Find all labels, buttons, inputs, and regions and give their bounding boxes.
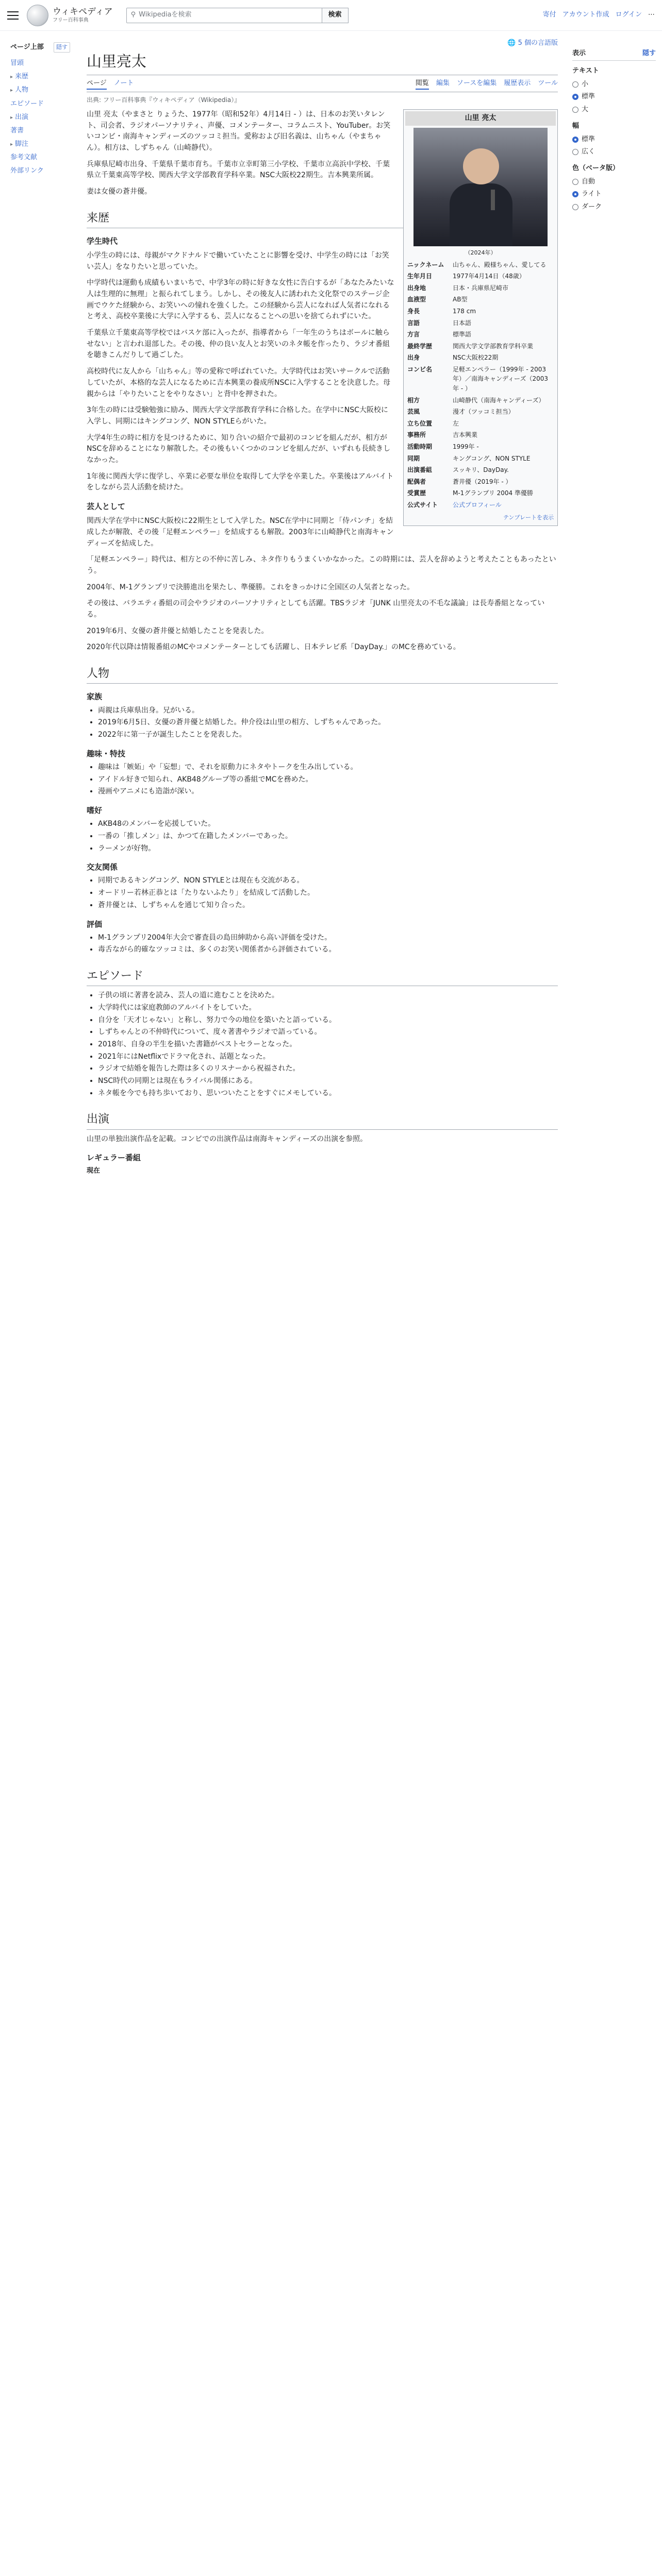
- infobox-row: [405, 453, 556, 465]
- toc-item[interactable]: 外部リンク: [10, 167, 44, 175]
- list-item: • 自分を「天才じゃない」と称し、努力で今の地位を築いたと語っている。: [98, 1015, 558, 1026]
- radio-label: 標準: [582, 135, 595, 143]
- page-title: 山里亮太: [87, 50, 558, 75]
- appearance-panel: [567, 31, 662, 1177]
- list-item: • 2022年に第一子が誕生したことを発表した。: [98, 730, 558, 741]
- list-item: • 同期であるキングコング、NON STYLEとは現在も交流がある。: [98, 875, 558, 887]
- toc-item[interactable]: ▸ 来歴: [10, 73, 29, 81]
- infobox-key: 最終学歴: [407, 342, 433, 350]
- radio-button[interactable]: [572, 137, 578, 143]
- tab-talk[interactable]: ノート: [113, 79, 134, 88]
- radio-button[interactable]: [572, 94, 578, 100]
- user-links: [543, 10, 655, 20]
- search-input[interactable]: ⚲ Wikipediaを検索: [126, 8, 322, 23]
- list-item: • ラーメンが好物。: [98, 843, 558, 855]
- toc-item[interactable]: 参考文献: [10, 154, 38, 162]
- section-heading: 来歴: [87, 209, 558, 228]
- logo-subtitle: フリー百科事典: [53, 17, 89, 23]
- infobox-row: [405, 294, 556, 306]
- infobox-value: キングコング、NON STYLE: [453, 454, 531, 462]
- list-item: • 2019年6月5日、女優の蒼井優と結婚した。仲介役は山里の相方、しずちゃんであった。: [98, 717, 558, 728]
- infobox-row: [405, 364, 556, 395]
- list-item: • M-1グランプリ2004年大会で審査員の島田紳助から高い評価を受けた。: [98, 933, 558, 944]
- body-paragraph: 大学4年生の時に相方を見つけるために、知り合いの紹介で最初のコンビを組んだが、相方がNSCを辞めることになり解散した。その後もいくつかのコンビを組んだが、いずれも長続きしなかった。: [87, 433, 391, 464]
- portrait-image[interactable]: [413, 128, 548, 246]
- infobox-key: 事務所: [407, 431, 426, 439]
- image-caption: （2024年）: [465, 249, 496, 256]
- subsection-heading: 評価: [87, 919, 103, 929]
- subsection-heading: 嗜好: [87, 805, 103, 815]
- list-item: • 趣味は「嫉妬」や「妄想」で、それを原動力にネタやトークを生み出している。: [98, 762, 558, 773]
- toc-hide-button[interactable]: 隠す: [54, 42, 70, 53]
- infobox-row: [405, 341, 556, 352]
- body-paragraph: 高校時代に友人から「山ちゃん」等の愛称で呼ばれていた。大学時代はお笑いサークルで活動していたが、本格的な芸人になるために吉本興業の養成所NSCに入学することを決意した。母親からは「やりたいことをやりなさい」と背中を押された。: [87, 367, 391, 398]
- infobox-row: [405, 259, 556, 271]
- main-menu-icon[interactable]: [7, 11, 19, 20]
- logo-title: ウィキペディア: [53, 6, 113, 17]
- radio-button[interactable]: [572, 107, 578, 113]
- list-item: • 2021年にはNetflixでドラマ化され、話題となった。: [98, 1052, 558, 1063]
- radio-option[interactable]: [572, 78, 656, 91]
- body-paragraph: その後は、バラエティ番組の司会やラジオのパーソナリティとしても活躍。TBSラジオ「JUNK 山里亮太の不毛な議論」は長寿番組となっている。: [87, 599, 545, 619]
- infobox-key: コンビ名: [407, 365, 433, 373]
- infobox-row: [405, 329, 556, 341]
- infobox-value: 左: [453, 419, 459, 427]
- chevron-right-icon[interactable]: ▸: [10, 74, 13, 80]
- radio-button[interactable]: [572, 179, 578, 185]
- list-item: • AKB48のメンバーを応援していた。: [98, 819, 558, 830]
- infobox-value: 吉本興業: [453, 431, 478, 439]
- toc-item[interactable]: 冒頭: [10, 59, 24, 67]
- radio-button[interactable]: [572, 204, 578, 210]
- radio-button[interactable]: [572, 81, 578, 88]
- radio-button[interactable]: [572, 149, 578, 155]
- tab-tools[interactable]: ツール: [538, 79, 558, 88]
- toc-item[interactable]: ▸ 人物: [10, 86, 29, 94]
- radio-option[interactable]: [572, 176, 656, 188]
- infobox-row: [405, 487, 556, 499]
- radio-button[interactable]: [572, 191, 578, 197]
- infobox-key: 出身: [407, 354, 420, 362]
- infobox-row: [405, 395, 556, 406]
- table-of-contents: [0, 31, 77, 1177]
- body-paragraph: 2004年、M-1グランプリで決勝進出を果たし、準優勝。これをきっかけに全国区の人気者となった。: [87, 583, 415, 591]
- option-group-title: テキスト: [572, 67, 599, 75]
- infobox: [403, 109, 558, 526]
- chevron-right-icon[interactable]: ▸: [10, 88, 13, 94]
- infobox-key: 血液型: [407, 296, 426, 303]
- infobox-value: 山崎静代（南海キャンディーズ）: [453, 396, 545, 404]
- body-paragraph: 関西大学在学中にNSC大阪校に22期生として入学した。NSC在学中に同期と「侍パンチ」を結成したが解散、その後「足軽エンペラー」を結成するも解散。2003年に山崎静代と南海キャンディーズを結成した。: [87, 517, 394, 548]
- search-button[interactable]: 検索: [322, 8, 349, 23]
- list-item: • 毒舌ながら的確なツッコミは、多くのお笑い関係者から評価されている。: [98, 944, 558, 956]
- infobox-value: 178 cm: [453, 307, 476, 315]
- appearance-hide-button[interactable]: 隠す: [642, 49, 656, 57]
- radio-option[interactable]: [572, 133, 656, 146]
- list-item: • ネタ帳を今でも持ち歩いており、思いついたことをすぐにメモしている。: [98, 1088, 558, 1099]
- body-paragraph: 1年後に関西大学に復学し、卒業に必要な単位を取得して大学を卒業した。卒業後はアルバイトをしながら芸人活動を続けた。: [87, 472, 394, 492]
- infobox-value: 足軽エンペラー（1999年 - 2003年）／南海キャンディーズ（2003年 - ）: [453, 365, 548, 393]
- toc-item[interactable]: エピソード: [10, 99, 44, 108]
- infobox-row: [405, 418, 556, 430]
- search-form: [126, 8, 349, 23]
- infobox-key: 同期: [407, 454, 420, 462]
- infobox-value: 標準語: [453, 331, 472, 338]
- infobox-value: 1977年4月14日（48歳）: [453, 273, 525, 280]
- lead-paragraph: 妻は女優の蒼井優。: [87, 187, 152, 196]
- infobox-value: 漫才（ツッコミ担当）: [453, 408, 515, 416]
- radio-label: 自動: [582, 178, 595, 186]
- radio-option[interactable]: [572, 91, 656, 103]
- body-paragraph: 山里の単独出演作品を記載。コンビでの出演作品は南海キャンディーズの出演を参照。: [87, 1134, 368, 1143]
- infobox-row: [405, 429, 556, 441]
- list-item: • 蒼井優とは、しずちゃんを通じて知り合った。: [98, 900, 558, 911]
- infobox-value: 関西大学文学部教育学科卒業: [453, 342, 534, 350]
- tab-page[interactable]: ページ: [87, 78, 107, 90]
- list-item: • アイドル好きで知られ、AKB48グループ等の番組でMCを務めた。: [98, 774, 558, 786]
- subsection-heading: 家族: [87, 692, 103, 702]
- language-button[interactable]: 🌐 5 個の言語版: [87, 38, 558, 48]
- infobox-value: 日本・兵庫県尼崎市: [453, 284, 509, 292]
- infobox-key: 公式サイト: [407, 501, 438, 509]
- section-heading: 出演: [87, 1110, 558, 1129]
- wikipedia-logo[interactable]: [27, 5, 113, 26]
- site-header: [0, 0, 662, 31]
- list-item: • 一番の「推しメン」は、かつて在籍したメンバーであった。: [98, 831, 558, 842]
- infobox-value: 蒼井優（2019年 - ）: [453, 478, 512, 485]
- infobox-row: [405, 306, 556, 317]
- list-item: • オードリー若林正恭とは「たりないふたり」を結成して活動した。: [98, 888, 558, 899]
- list-item: • しずちゃんとの不仲時代について、度々著書やラジオで語っている。: [98, 1027, 558, 1038]
- infobox-name: 山里 亮太: [405, 111, 556, 126]
- infobox-value: スッキリ、DayDay.: [453, 466, 509, 474]
- toc-item[interactable]: ▸ 出演: [10, 113, 29, 121]
- infobox-key: 生年月日: [407, 273, 433, 280]
- toc-item[interactable]: 著書: [10, 126, 24, 134]
- lead-paragraph: 山里 亮太（やまさと りょうた、1977年（昭和52年）4月14日 - ）は、日本のお笑いタレント、司会者、ラジオパーソナリティ、声優、コメンテーター、コラムニスト、YouTuber。お笑いコンビ・南海キャンディーズのツッコミ担当。愛称および旧名義は、山ちゃん（やまちゃん）。相方は、しずちゃん（山崎静代）。: [87, 110, 391, 152]
- radio-option[interactable]: [572, 104, 656, 116]
- infobox-key: ニックネーム: [407, 261, 444, 268]
- article-content: [77, 31, 567, 1177]
- radio-label: 大: [582, 105, 589, 113]
- infobox-row: [405, 317, 556, 329]
- radio-option[interactable]: [572, 201, 656, 213]
- infobox-value: M-1グランプリ 2004 準優勝: [453, 489, 534, 497]
- infobox-row: [405, 441, 556, 453]
- infobox-key: 受賞歴: [407, 489, 426, 497]
- infobox-key: 身長: [407, 307, 420, 315]
- infobox-row: [405, 476, 556, 488]
- infobox-value: 日本語: [453, 319, 472, 327]
- radio-label: 広く: [582, 147, 595, 156]
- list-item: • NSC時代の同期とは現在もライバル関係にある。: [98, 1076, 558, 1087]
- list-item: • 大学時代には家庭教師のアルバイトをしていた。: [98, 1003, 558, 1014]
- source-note: 出典: フリー百科事典『ウィキペディア（Wikipedia）』: [87, 96, 241, 104]
- lead-paragraph: 兵庫県尼崎市出身、千葉県千葉市育ち。千葉市立幸町第三小学校、千葉市立高浜中学校、千葉県立千葉東高等学校、関西大学文学部教育学科卒業。NSC大阪校22期生。吉本興業所属。: [87, 160, 390, 180]
- radio-option[interactable]: [572, 188, 656, 200]
- tab-edit-source[interactable]: ソースを編集: [456, 79, 497, 88]
- infobox-value: 山ちゃん、殿様ちゃん、愛してる: [453, 261, 547, 268]
- template-link[interactable]: テンプレートを表示: [503, 514, 554, 521]
- toc-title: ページ上部: [10, 43, 44, 51]
- body-paragraph: 2019年6月、女優の蒼井優と結婚したことを発表した。: [87, 626, 269, 635]
- radio-label: 小: [582, 80, 589, 89]
- more-options-icon[interactable]: ⋯: [648, 11, 655, 19]
- page-tabs: [87, 76, 558, 92]
- option-group-title: 色（ベータ版）: [572, 164, 620, 173]
- subsection-heading: 趣味・特技: [87, 749, 126, 758]
- tab-history[interactable]: 履歴表示: [504, 79, 531, 88]
- official-site-link[interactable]: 公式プロフィール: [453, 501, 502, 509]
- infobox-key: 配偶者: [407, 478, 426, 485]
- infobox-row: [405, 282, 556, 294]
- subsection-heading: レギュラー番組: [87, 1153, 141, 1163]
- list-item: • 両親は兵庫県出身。兄がいる。: [98, 705, 558, 717]
- list-item: • ラジオで結婚を報告した際は多くのリスナーから祝福された。: [98, 1063, 558, 1075]
- infobox-row: [405, 464, 556, 476]
- list-item: • 子供の頃に著書を読み、芸人の道に進むことを決めた。: [98, 990, 558, 1002]
- infobox-key: 言語: [407, 319, 420, 327]
- tab-read[interactable]: 閲覧: [416, 78, 429, 90]
- radio-label: ライト: [582, 190, 602, 198]
- infobox-value: 1999年 -: [453, 443, 479, 451]
- donate-link[interactable]: 寄付: [542, 11, 556, 19]
- body-paragraph: 3年生の時には受験勉強に励み、関西大学文学部教育学科に合格した。在学中にNSC大阪校に入学し、同期にはキングコング、NON STYLEらがいた。: [87, 406, 388, 426]
- toc-item[interactable]: ▸ 脚注: [10, 140, 29, 148]
- section-heading: エピソード: [87, 967, 558, 986]
- chevron-right-icon[interactable]: ▸: [10, 141, 13, 147]
- body-paragraph: 中学時代は運動も成績もいまいちで、中学3年の時に好きな女性に告白するが「あなたみたいな人は生理的に無理」と振られてしまう。しかし、その後友人に誘われた文化祭でのステージ企画でウケた経験から、お笑いへの憧れを強くした。この経験から芸人になれば人気者になれると考え、高校卒業後に大学に入学するも、芸人になることへの思いを捨てられずにいた。: [87, 279, 394, 321]
- appearance-title: 表示: [572, 49, 586, 57]
- subsection-heading: 芸人として: [87, 502, 126, 512]
- body-paragraph: 2020年代以降は情報番組のMCやコメンテーターとしても活躍し、日本テレビ系「DayDay.」のMCを務めている。: [87, 643, 460, 652]
- infobox-key: 方言: [407, 331, 420, 338]
- infobox-value: NSC大阪校22期: [453, 354, 499, 362]
- radio-option[interactable]: [572, 146, 656, 158]
- subsection-heading: 学生時代: [87, 236, 118, 246]
- subsection-heading: 交友関係: [87, 862, 118, 872]
- login-link[interactable]: ログイン: [615, 11, 642, 19]
- infobox-key: 芸風: [407, 408, 420, 416]
- list-item: • 漫画やアニメにも造詣が深い。: [98, 786, 558, 798]
- tab-edit[interactable]: 編集: [436, 79, 450, 88]
- subsubsection-heading: 現在: [87, 1167, 101, 1175]
- create-account-link[interactable]: アカウント作成: [562, 11, 609, 19]
- infobox-value: AB型: [453, 296, 468, 303]
- infobox-key: 活動時期: [407, 443, 433, 451]
- body-paragraph: 千葉県立千葉東高等学校ではバスケ部に入ったが、指導者から「一年生のうちはボールに触らせない」と言われ退部した。その後、仲の良い友人とお笑いのネタ帳を作ったり、ラジオ番組を聴きこんだりして過ごした。: [87, 329, 390, 360]
- translate-icon: 🌐: [507, 39, 516, 47]
- infobox-key: 立ち位置: [407, 419, 433, 427]
- infobox-table: [405, 259, 556, 511]
- option-group-title: 幅: [572, 122, 580, 130]
- infobox-row: [405, 270, 556, 282]
- list-item: • 2018年、自身の半生を描いた書籍がベストセラーとなった。: [98, 1039, 558, 1050]
- infobox-row: [405, 352, 556, 364]
- infobox-key: 出演番組: [407, 466, 433, 474]
- body-paragraph: 「足軽エンペラー」時代は、相方との不仲に苦しみ、ネタ作りもうまくいかなかった。この時期には、芸人を辞めようと考えたこともあったという。: [87, 555, 556, 575]
- infobox-row: [405, 406, 556, 418]
- body-paragraph: 小学生の時には、母親がマクドナルドで働いていたことに影響を受け、中学生の時には「お笑い芸人」をなりたいと思っていた。: [87, 251, 389, 271]
- infobox-key: 相方: [407, 396, 420, 404]
- infobox-key: 出身地: [407, 284, 426, 292]
- radio-label: ダーク: [582, 202, 602, 211]
- radio-label: 標準: [582, 93, 595, 101]
- search-icon: ⚲: [130, 11, 136, 19]
- chevron-right-icon[interactable]: ▸: [10, 114, 13, 121]
- globe-icon: [27, 5, 48, 26]
- section-heading: 人物: [87, 665, 558, 684]
